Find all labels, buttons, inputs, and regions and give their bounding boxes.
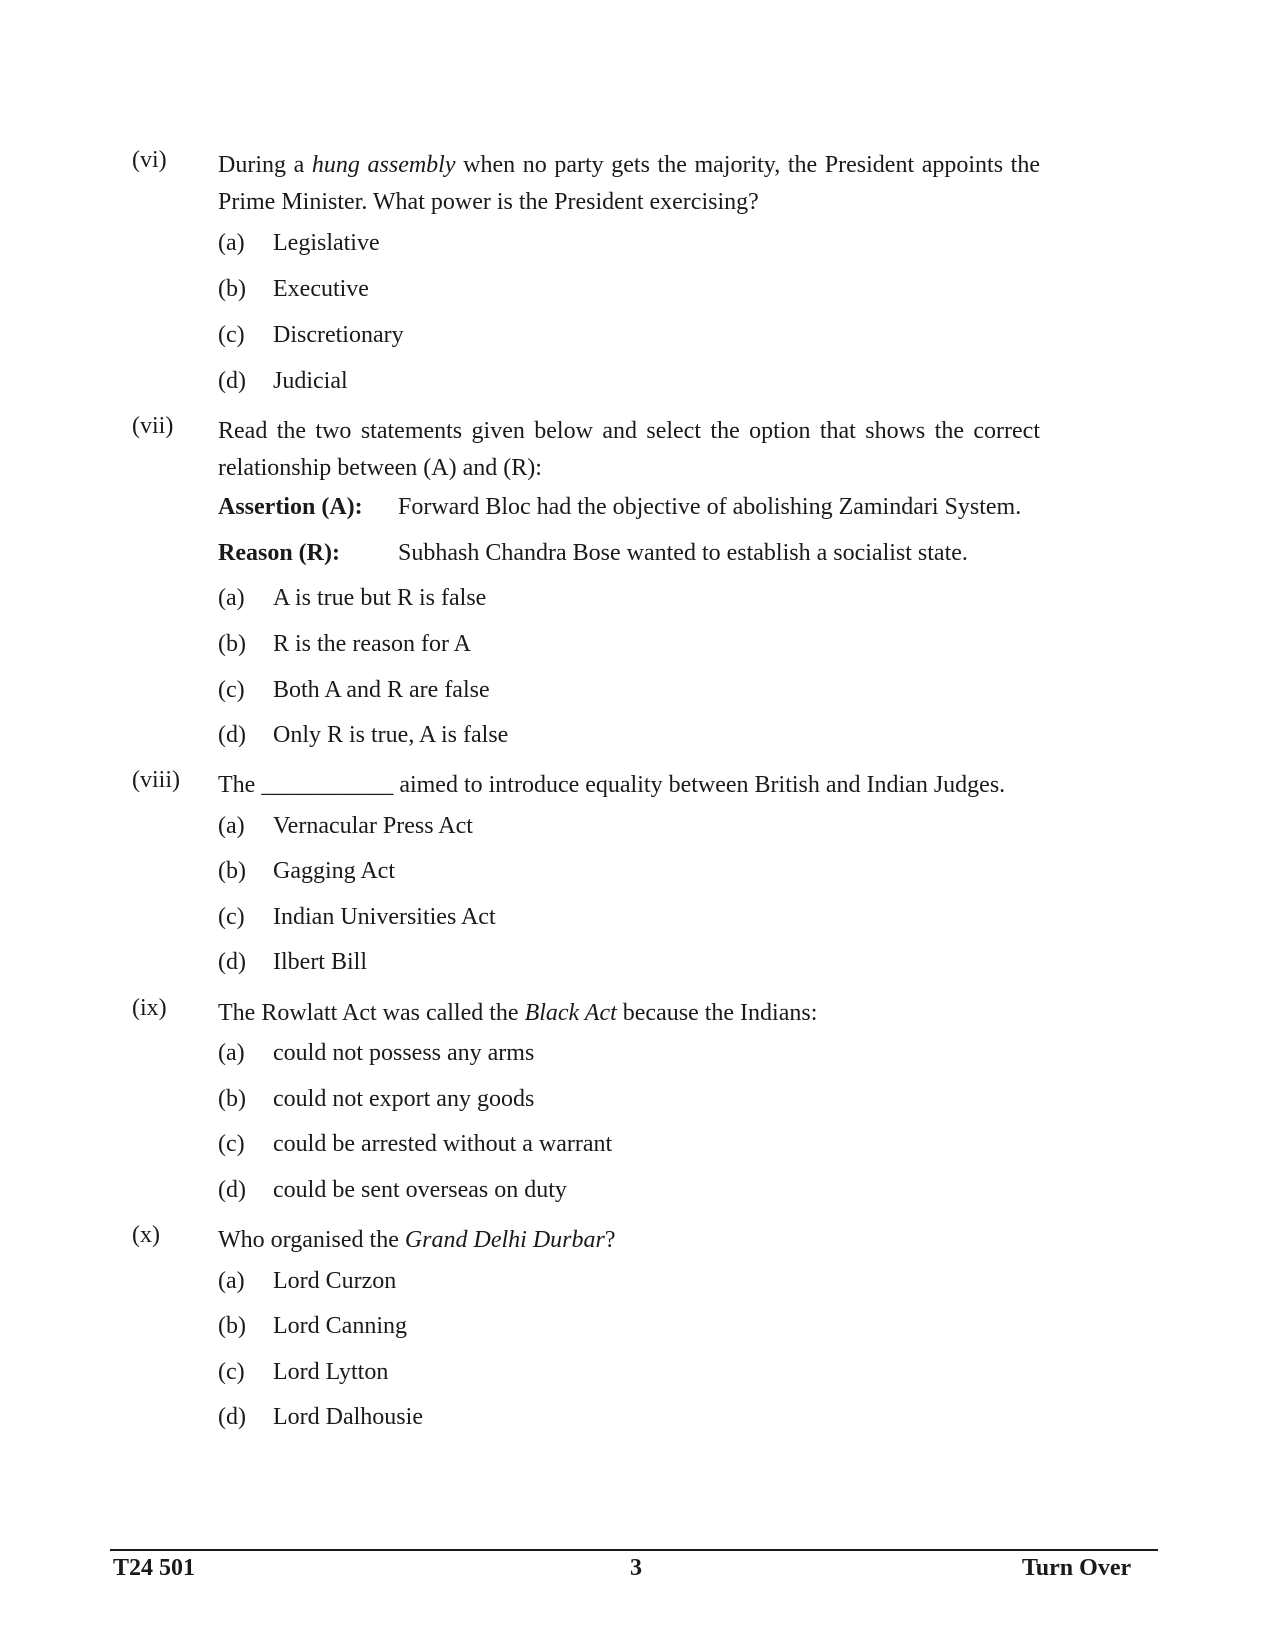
reason-label: Reason (R):: [218, 540, 340, 566]
question-text: The ___________ aimed to introduce equality between British and Indian Judges.: [218, 772, 1006, 798]
paper-code: T24 501: [113, 1555, 196, 1581]
question-text: During a hung assembly when no party gets the majority, the President appoints the Prime Minister. What power is the President exercising?: [218, 152, 1041, 215]
reason-text: Subhash Chandra Bose wanted to establish a socialist state.: [398, 540, 968, 566]
question-text: Read the two statements given below and select the option that shows the correct relationship between (A) and (R):: [218, 418, 1040, 481]
assertion-label: Assertion (A):: [218, 494, 363, 520]
footer-divider: [110, 1549, 1158, 1551]
question-number: (viii): [132, 767, 180, 793]
question-number: (ix): [132, 995, 167, 1021]
emphasis-text: Black Act: [524, 1000, 617, 1026]
emphasis-text: Grand Delhi Durbar: [404, 1227, 605, 1253]
question-number: (vii): [132, 413, 174, 439]
assertion-text: Forward Bloc had the objective of abolishing Zamindari System.: [398, 494, 1022, 520]
question-text: The Rowlatt Act was called the Black Act because the Indians:: [218, 1000, 818, 1026]
turn-over-label: Turn Over: [1022, 1555, 1132, 1581]
question-number: (x): [132, 1222, 160, 1248]
emphasis-text: hung assembly: [311, 152, 456, 178]
exam-page: (vi) During a hung assembly when no party gets the majority, the President appoints the Prime Minister. What power is the President exercising? (a) Legislative (b) Executive (c) Discretionary (d) Judicial (vii) Read the two statements given below and select the option that shows the correct relationship between (A) and (R): Assertion (A): Forward Bloc had the objective of abolishing Zamindari System. Reason (R): Subhash Chandra Bose wanted to establish a socialist state. (a) A is true but R is false (b) R is the reason for A (c) Both A and R are false (d) Only R is true, A is false (viii) The ___________ aimed to introduce equality between British and Indian Judges. (a) Vernacular Press Act (b) Gagging Act (c) Indian Universities Act (d) Ilbert Bill (ix) The Rowlatt Act was called the Black Act because the Indians: (a) could not possess any arms (b) could not export any goods (c) could be arrested without a warrant (d) could be sent overseas on duty (x) Who organised the Grand Delhi Durbar? (a) Lord Curzon (b) Lord Canning (c) Lord Lytton (d) Lord Dalhousie T24 501 3 Turn Over: [0, 0, 1275, 1651]
page-number: 3: [630, 1555, 642, 1581]
question-number: (vi): [132, 147, 167, 173]
question-text: Who organised the Grand Delhi Durbar?: [218, 1227, 616, 1253]
